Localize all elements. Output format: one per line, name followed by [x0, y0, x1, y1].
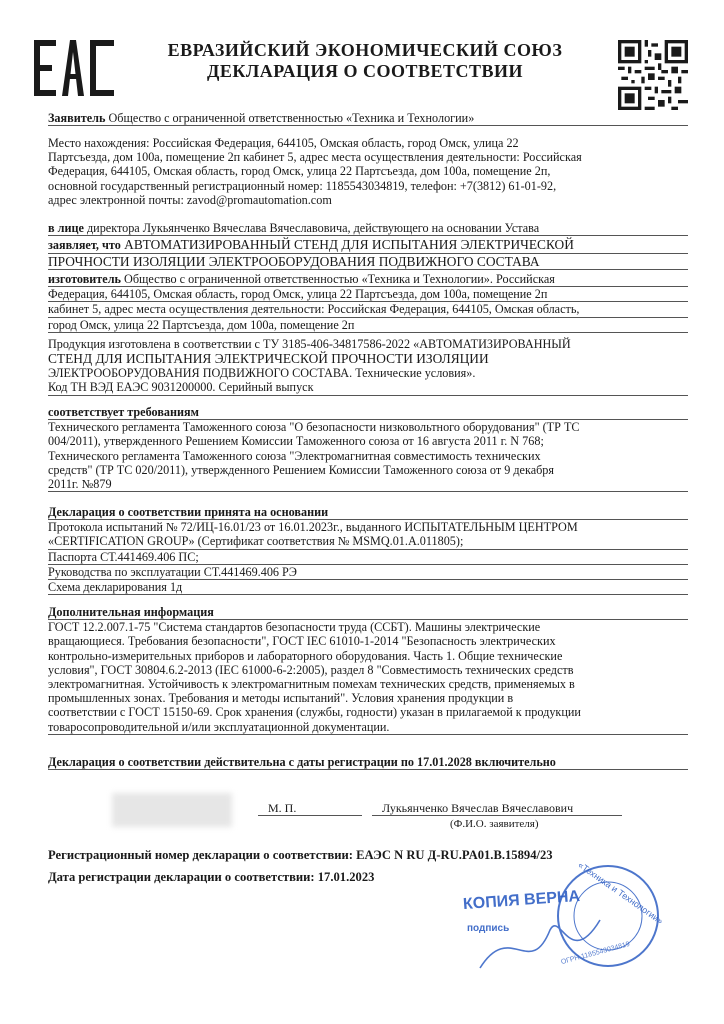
registration-date: Дата регистрации декларации о соответствии: 17.01.2023: [48, 870, 375, 884]
qr-code: [618, 40, 688, 110]
seal-ogrn-text: ОГРН 1185543034819: [560, 940, 631, 967]
applicant-name: Общество с ограниченной ответственностью «Техника и Технологии»: [108, 111, 475, 125]
applicant-row: [48, 111, 688, 126]
manufacturer-line: Федерация, 644105, Омская область, город Омск, улица 22 Партсъезда, дом 100а, помещение 2п: [48, 287, 688, 302]
product-name-line: АВТОМАТИЗИРОВАННЫЙ СТЕНД ДЛЯ ИСПЫТАНИЯ ЭЛЕКТРИЧЕСКОЙ: [124, 237, 574, 252]
product-name-line: ПРОЧНОСТИ ИЗОЛЯЦИИ ЭЛЕКТРООБОРУДОВАНИЯ ПОДВИЖНОГО СОСТАВА: [48, 254, 688, 270]
signer-caption: (Ф.И.О. заявителя): [450, 818, 539, 830]
regulation-line: 2011г. №879: [48, 477, 688, 492]
address-line: Партсъезда, дом 100а, помещение 2п кабинет 5, адрес места осуществления деятельности: Российская: [48, 150, 582, 165]
regulation-line: 004/2011), утвержденного Решением Комиссии Таможенного союза от 16 августа 2011 г. N 768;: [48, 434, 544, 449]
spec-line: СТЕНД ДЛЯ ИСПЫТАНИЯ ЭЛЕКТРИЧЕСКОЙ ПРОЧНОСТИ ИЗОЛЯЦИИ: [48, 351, 489, 367]
regulation-line: средств" (ТР ТС 020/2011), утвержденного Решением Комиссии Таможенного союза от 9 декабря: [48, 462, 555, 477]
basis-block: [48, 505, 688, 595]
conforms-label: соответствует требованиям: [48, 405, 688, 420]
additional-block: [48, 605, 688, 735]
scheme-line: Схема декларирования 1д: [48, 580, 688, 595]
seal-company-text: «Техника и Технологии»: [576, 859, 665, 927]
manufacturer-line: Общество с ограниченной ответственностью «Техника и Технологии». Российская: [124, 272, 555, 286]
additional-line: вращающиеся. Требования безопасности", ГОСТ IEC 61010-1-2014 "Безопасность электрических: [48, 634, 556, 649]
document-header: [130, 40, 600, 82]
regulation-line: Технического регламента Таможенного союза "О безопасности низковольтного оборудования" (ТР ТС: [48, 420, 580, 435]
additional-line: соответствии с ГОСТ 15150-69. Срок хранения (службы, годности) указан в прилагаемой к продукции: [48, 705, 581, 720]
manufacturer-line: кабинет 5, адрес места осуществления деятельности: Российская Федерация, 644105, Омская область,: [48, 302, 688, 317]
additional-line: электромагнитная. Устойчивость к электромагнитным помехам технических средств, применяемых в: [48, 677, 575, 692]
header-union: ЕВРАЗИЙСКИЙ ЭКОНОМИЧЕСКИЙ СОЮЗ: [167, 40, 563, 60]
signature-label: подпись: [467, 923, 510, 934]
represented-text: директора Лукьянченко Вячеслава Вячеславовича, действующего на основании Устава: [86, 221, 540, 235]
additional-label: Дополнительная информация: [48, 605, 688, 620]
basis-label: Декларация о соответствии принята на основании: [48, 505, 688, 520]
manufacturer-label: изготовитель: [48, 272, 121, 286]
additional-line: ГОСТ 12.2.007.1-75 "Система стандартов безопасности труда (ССБТ). Машины электрические: [48, 620, 541, 635]
product-spec-block: [48, 337, 688, 396]
eac-logo: [32, 38, 118, 98]
additional-line: условия", ГОСТ 30804.6.2-2013 (IEC 61000-6-2:2005), раздел 8 "Совместимость технических средств: [48, 662, 574, 677]
address-line: основной государственный регистрационный номер: 1185543034819, телефон: +7(3812) 61-01-92,: [48, 178, 557, 193]
represented-label: в лице: [48, 221, 84, 235]
represented-row: [48, 221, 688, 236]
validity-line: Декларация о соответствии действительна с даты регистрации по 17.01.2028 включительно: [48, 755, 688, 770]
spec-line: Продукция изготовлена в соответствии с ТУ 3185-406-34817586-2022 «АВТОМАТИЗИРОВАННЫЙ: [48, 337, 571, 351]
manufacturer-line: город Омск, улица 22 Партсъезда, дом 100а, помещение 2п: [48, 318, 688, 333]
regulation-line: Технического регламента Таможенного союза "Электромагнитная совместимость технических: [48, 448, 541, 463]
additional-line: промышленных зонах. Требования и методы испытаний". Условия хранения продукции в: [48, 691, 514, 706]
mp-underline: [258, 815, 362, 816]
protocol-line: Протокола испытаний № 72/ИЦ-16.01/23 от 16.01.2023г., выданного ИСПЫТАТЕЛЬНЫМ ЦЕНТРОМ: [48, 520, 578, 535]
registration-number: Регистрационный номер декларации о соответствии: ЕАЭС N RU Д-RU.PA01.B.15894/23: [48, 848, 553, 862]
hs-code: Код ТН ВЭД ЕАЭС 9031200000. Серийный выпуск: [48, 380, 688, 395]
mp-label: М. П.: [268, 801, 297, 815]
applicant-label: Заявитель: [48, 111, 106, 125]
address-line: Федерация, 644105, Омская область, город Омск, улица 22 Партсъезда, дом 100а, помещение 2п,: [48, 164, 551, 179]
header-declaration: ДЕКЛАРАЦИЯ О СООТВЕТСТВИИ: [206, 61, 524, 81]
additional-line: контрольно-измерительных приборов и лабораторного оборудования. Часть 1. Общие технические: [48, 648, 563, 663]
passport-line: Паспорта СТ.441469.406 ПС;: [48, 550, 688, 565]
protocol-line: «CERTIFICATION GROUP» (Сертификат соответствия № MSMQ.01.A.011805);: [48, 534, 688, 549]
signer-name: Лукьянченко Вячеслав Вячеславович: [382, 801, 574, 815]
address-line: Место нахождения: Российская Федерация, 644105, Омская область, город Омск, улица 22: [48, 136, 519, 150]
applicant-address: [48, 136, 688, 207]
declares-block: [48, 237, 688, 270]
manufacturer-block: [48, 272, 688, 333]
blurred-signature: [112, 793, 232, 827]
address-line: адрес электронной почты: zavod@promautomation.com: [48, 192, 332, 207]
manual-line: Руководства по эксплуатации СТ.441469.406 РЭ: [48, 565, 688, 580]
conforms-block: [48, 405, 688, 492]
spec-line: ЭЛЕКТРООБОРУДОВАНИЯ ПОДВИЖНОГО СОСТАВА. Технические условия».: [48, 366, 476, 381]
additional-line: товаросопроводительной и/или эксплуатационной документации.: [48, 720, 688, 735]
signer-underline: [372, 815, 622, 816]
copy-verified-stamp: КОПИЯ ВЕРНА: [462, 887, 581, 914]
declares-label: заявляет, что: [48, 238, 121, 252]
